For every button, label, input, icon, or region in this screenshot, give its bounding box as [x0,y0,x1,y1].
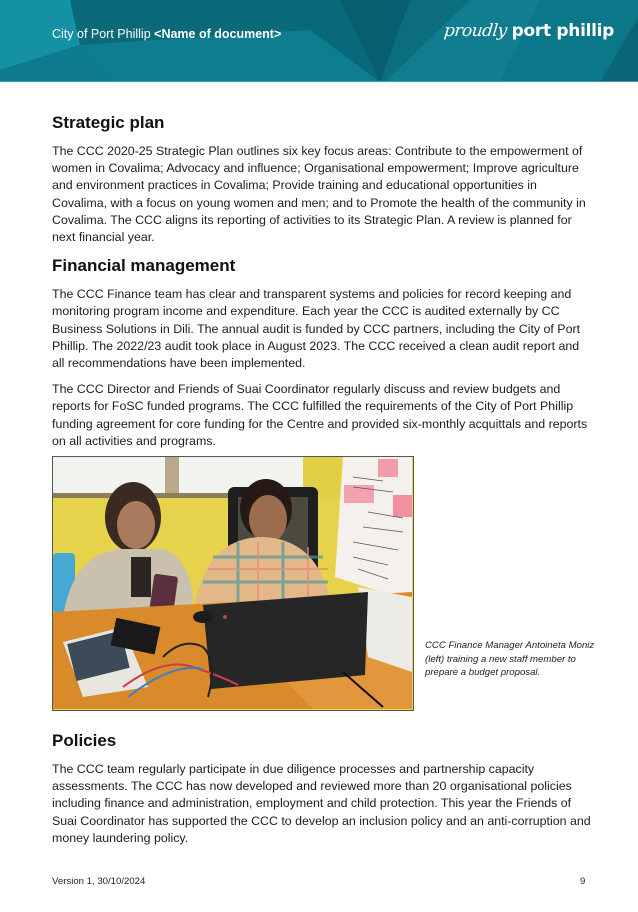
header-banner [0,0,638,82]
photo-illustration [53,457,412,709]
training-photo [52,456,414,711]
header-divider [0,81,638,82]
footer-page-number: 9 [580,876,586,887]
paragraph: The CCC 2020-25 Strategic Plan outlines six key focus areas: Contribute to the empowerment of women in Covalima; Advocacy and influence; Organisational empowerment; Improve agriculture and environment practices in Covalima; Provide training and educational opportunities in Covalima, with a focus on young women and men; and to Promote the health of the community in Covalima. The CCC aligns its reporting of activities to its Strategic Plan. A review is planned for next financial year. [52,144,586,245]
logo-script-text: proudly [442,21,508,41]
section-heading: Financial management [52,256,236,276]
main-content [52,112,592,459]
header-geometric-background [0,0,638,82]
paragraph: The CCC team regularly participate in due diligence processes and partnership capacity assessments. The CCC has now developed and reviewed more than 20 organisational policies including finance and administration, employment and child protection. This year the Friends of Suai Coordinator has supported the CCC to develop an inclusion policy and an anti-corruption and money laundering policy. [52,762,591,845]
section-heading: Policies [52,731,117,750]
footer-version: Version 1, 30/10/2024 [52,876,146,887]
paragraph: The CCC Finance team has clear and transparent systems and policies for record keeping and monitoring program income and expenditure. Each year the CCC is audited externally by CC Business Solutions in Dili. The annual audit is funded by CCC partners, including the City of Port Phillip. The 2022/23 audit took place in August 2023. The CCC received a clean audit report and all recommendations have been implemented. [52,287,581,371]
section-financial-management [52,255,592,450]
logo-brand-text: port phillip [511,21,615,41]
proudly-port-phillip-logo [444,21,614,41]
document-name: <Name of document> [154,27,282,41]
figure-caption: CCC Finance Manager Antoineta Moniz (left) training a new staff member to prepare a budget proposal. [425,640,595,679]
section-heading: Strategic plan [52,113,165,132]
org-name: City of Port Phillip [52,27,151,41]
header-document-title [52,27,281,41]
section-policies [52,730,592,856]
section-strategic-plan [52,112,592,246]
paragraph: The CCC Director and Friends of Suai Coordinator regularly discuss and review budgets and reports for FoSC funded programs. The CCC fulfilled the requirements of the City of Port Phillip funding agreement for core funding for the Centre and provided six-monthly acquittals and reports on all activities and programs. [52,382,588,448]
